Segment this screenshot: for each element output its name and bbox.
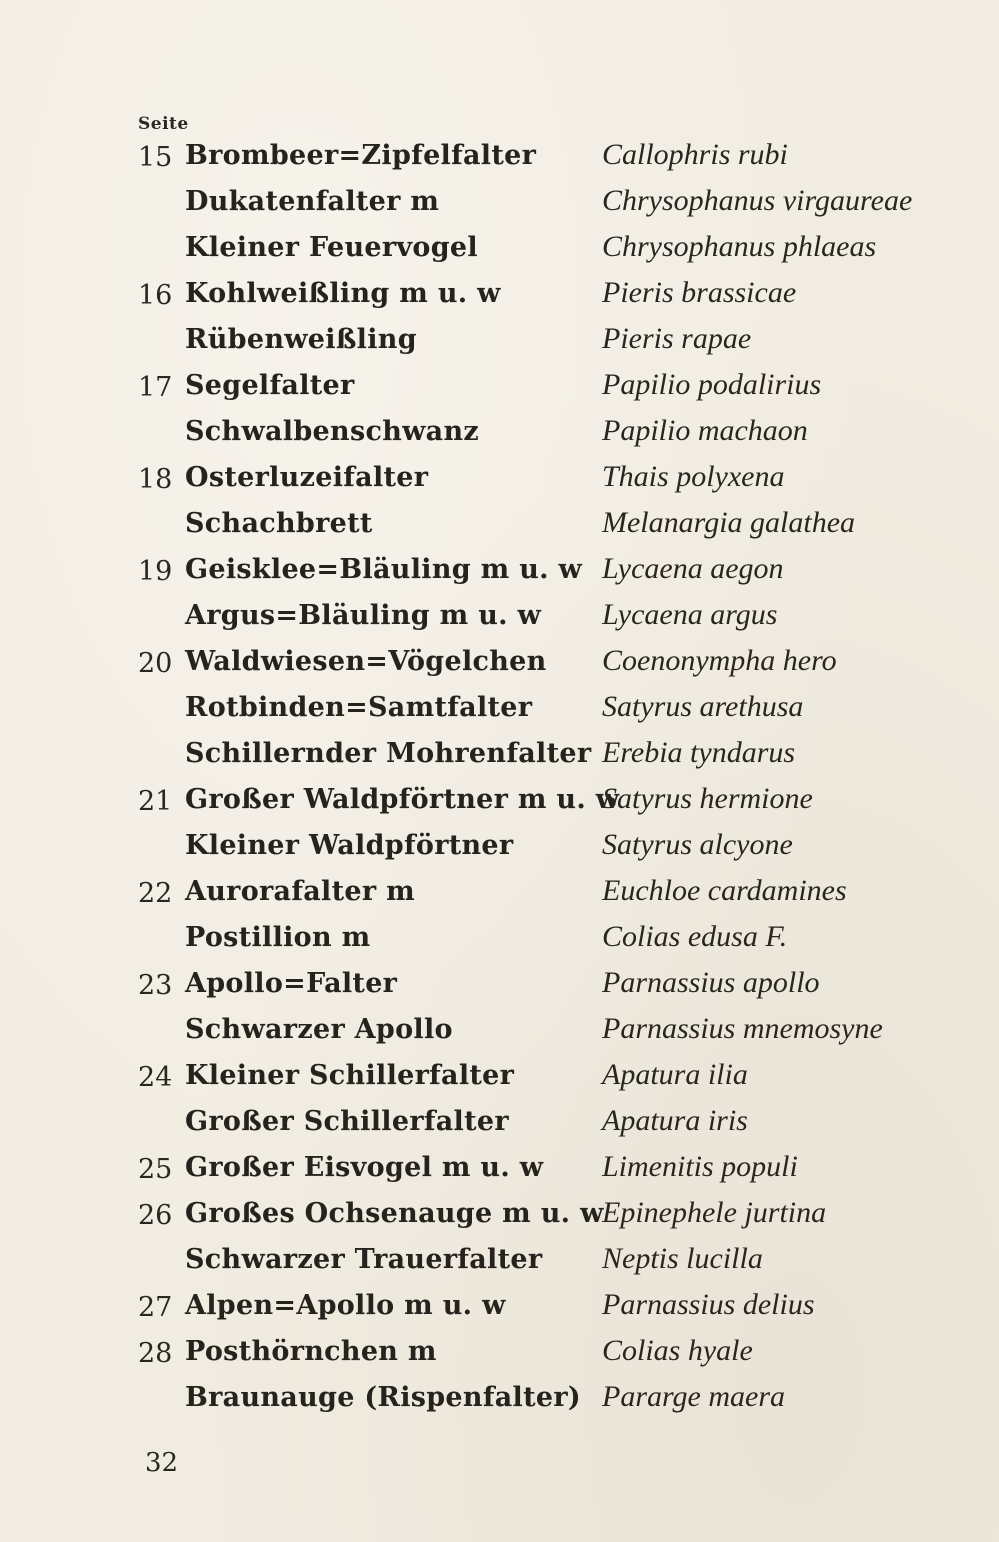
entry-latin-name: Parnassius apollo xyxy=(602,966,820,999)
index-entry xyxy=(0,918,999,964)
entry-page-number: 22 xyxy=(138,878,173,909)
entry-german-name: Schwarzer Apollo xyxy=(185,1014,453,1045)
entry-page-number: 24 xyxy=(138,1062,173,1093)
index-entry xyxy=(0,872,999,918)
entry-german-name: Postillion m xyxy=(185,922,371,953)
entry-latin-name: Callophris rubi xyxy=(602,138,788,171)
index-entry xyxy=(0,1286,999,1332)
entry-latin-name: Papilio machaon xyxy=(602,414,808,447)
entry-latin-name: Pieris rapae xyxy=(602,322,752,355)
entry-latin-name: Chrysophanus phlaeas xyxy=(602,230,877,263)
entry-german-name: Kleiner Waldpförtner xyxy=(185,830,514,861)
index-entry xyxy=(0,458,999,504)
entry-latin-name: Melanargia galathea xyxy=(602,506,856,539)
entry-german-name: Schachbrett xyxy=(185,508,373,539)
index-entry xyxy=(0,642,999,688)
entry-latin-name: Satyrus hermione xyxy=(602,782,813,815)
index-entry xyxy=(0,1194,999,1240)
entry-page-number: 19 xyxy=(138,556,173,587)
index-entry xyxy=(0,320,999,366)
entry-german-name: Schwalbenschwanz xyxy=(185,416,480,447)
entry-latin-name: Pieris brassicae xyxy=(602,276,797,309)
species-index-list xyxy=(0,136,999,1424)
index-entry xyxy=(0,366,999,412)
entry-german-name: Argus=Bläuling m u. w xyxy=(185,600,542,631)
index-entry xyxy=(0,1010,999,1056)
entry-page-number: 16 xyxy=(138,280,173,311)
entry-german-name: Waldwiesen=Vögelchen xyxy=(185,646,547,677)
entry-page-number: 26 xyxy=(138,1200,173,1231)
entry-latin-name: Euchloe cardamines xyxy=(602,874,847,907)
entry-latin-name: Limenitis populi xyxy=(602,1150,798,1183)
entry-german-name: Großes Ochsenauge m u. w xyxy=(185,1198,604,1229)
entry-latin-name: Colias hyale xyxy=(602,1334,753,1367)
entry-german-name: Aurorafalter m xyxy=(185,876,415,907)
entry-latin-name: Parnassius delius xyxy=(602,1288,815,1321)
entry-german-name: Apollo=Falter xyxy=(185,968,398,999)
entry-german-name: Kleiner Feuervogel xyxy=(185,232,478,263)
entry-latin-name: Coenonympha hero xyxy=(602,644,837,677)
index-entry xyxy=(0,964,999,1010)
entry-latin-name: Lycaena aegon xyxy=(602,552,784,585)
entry-german-name: Posthörnchen m xyxy=(185,1336,437,1367)
entry-page-number: 18 xyxy=(138,464,173,495)
index-entry xyxy=(0,136,999,182)
entry-page-number: 25 xyxy=(138,1154,173,1185)
entry-german-name: Rotbinden=Samtfalter xyxy=(185,692,533,723)
index-entry xyxy=(0,550,999,596)
entry-latin-name: Lycaena argus xyxy=(602,598,778,631)
index-entry xyxy=(0,274,999,320)
entry-page-number: 20 xyxy=(138,648,173,679)
entry-page-number: 28 xyxy=(138,1338,173,1369)
index-entry xyxy=(0,1332,999,1378)
entry-german-name: Kleiner Schillerfalter xyxy=(185,1060,515,1091)
entry-latin-name: Erebia tyndarus xyxy=(602,736,796,769)
entry-latin-name: Satyrus alcyone xyxy=(602,828,793,861)
entry-page-number: 27 xyxy=(138,1292,173,1323)
entry-page-number: 21 xyxy=(138,786,173,817)
index-entry xyxy=(0,1148,999,1194)
page-number: 32 xyxy=(145,1448,179,1478)
index-entry xyxy=(0,596,999,642)
index-entry xyxy=(0,826,999,872)
entry-german-name: Braunauge (Rispenfalter) xyxy=(185,1382,581,1413)
entry-german-name: Geisklee=Bläuling m u. w xyxy=(185,554,583,585)
index-entry xyxy=(0,1240,999,1286)
entry-latin-name: Parnassius mnemosyne xyxy=(602,1012,883,1045)
entry-latin-name: Satyrus arethusa xyxy=(602,690,804,723)
entry-latin-name: Neptis lucilla xyxy=(602,1242,763,1275)
entry-german-name: Großer Eisvogel m u. w xyxy=(185,1152,544,1183)
index-entry xyxy=(0,1102,999,1148)
entry-german-name: Alpen=Apollo m u. w xyxy=(185,1290,506,1321)
entry-latin-name: Papilio podalirius xyxy=(602,368,822,401)
index-entry xyxy=(0,412,999,458)
index-entry xyxy=(0,1378,999,1424)
entry-german-name: Großer Waldpförtner m u. w xyxy=(185,784,620,815)
page-column-header: Seite xyxy=(138,114,189,134)
entry-latin-name: Pararge maera xyxy=(602,1380,786,1413)
entry-latin-name: Apatura iris xyxy=(602,1104,748,1137)
entry-latin-name: Apatura ilia xyxy=(602,1058,748,1091)
entry-german-name: Dukatenfalter m xyxy=(185,186,440,217)
index-entry xyxy=(0,1056,999,1102)
entry-german-name: Schillernder Mohrenfalter xyxy=(185,738,592,769)
entry-german-name: Osterluzeifalter xyxy=(185,462,429,493)
index-entry xyxy=(0,228,999,274)
entry-latin-name: Epinephele jurtina xyxy=(602,1196,827,1229)
entry-german-name: Rübenweißling xyxy=(185,324,417,355)
entry-german-name: Brombeer=Zipfelfalter xyxy=(185,140,537,171)
index-entry xyxy=(0,780,999,826)
entry-page-number: 17 xyxy=(138,372,173,403)
entry-german-name: Segelfalter xyxy=(185,370,355,401)
entry-latin-name: Thais polyxena xyxy=(602,460,785,493)
entry-latin-name: Colias edusa F. xyxy=(602,920,788,953)
entry-page-number: 15 xyxy=(138,142,173,173)
entry-german-name: Großer Schillerfalter xyxy=(185,1106,509,1137)
entry-page-number: 23 xyxy=(138,970,173,1001)
index-entry xyxy=(0,504,999,550)
index-entry xyxy=(0,734,999,780)
index-entry xyxy=(0,688,999,734)
entry-latin-name: Chrysophanus virgaureae xyxy=(602,184,913,217)
index-entry xyxy=(0,182,999,228)
entry-german-name: Schwarzer Trauerfalter xyxy=(185,1244,543,1275)
entry-german-name: Kohlweißling m u. w xyxy=(185,278,501,309)
